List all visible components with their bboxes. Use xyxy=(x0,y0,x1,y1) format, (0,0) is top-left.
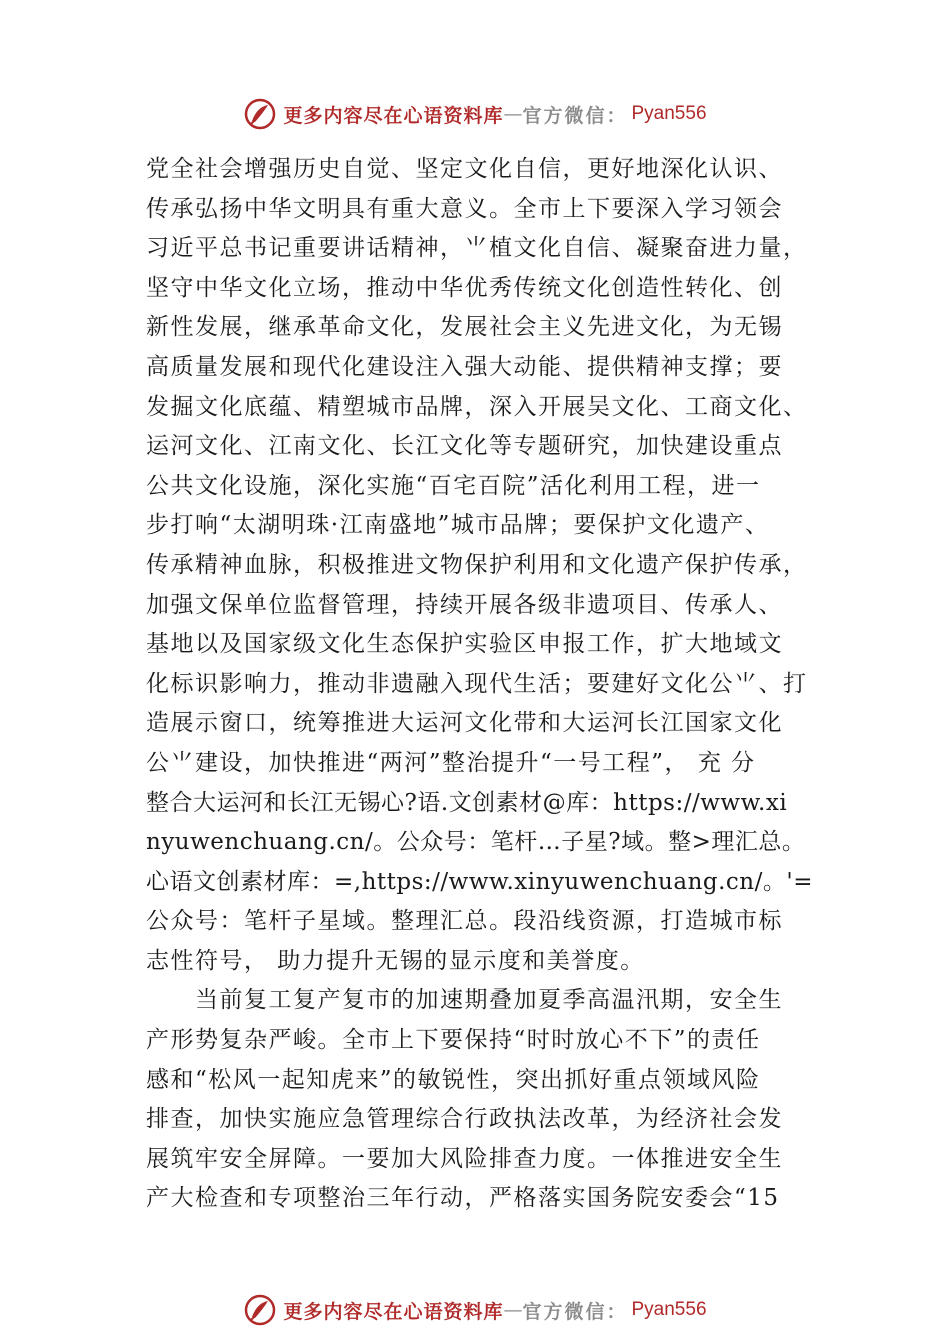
banner-main-text: 更多内容尽在心语资料库 xyxy=(283,104,504,127)
body-line: 当前复工复产复市的加速期叠加夏季高温汛期，安全生 xyxy=(146,987,783,1014)
body-line: 步打响“太湖明珠·江南盛地”城市品牌；要保护文化遗产、 xyxy=(146,512,770,539)
body-line: 传承弘扬中华文明具有重大意义。全市上下要深入学习领会 xyxy=(146,195,783,222)
body-line: 坚守中华文化立场，推动中华优秀传统文化创造性转化、创 xyxy=(146,274,783,301)
body-line: 党全社会增强历史自觉、坚定文化自信，更好地深化认识、 xyxy=(146,156,783,182)
body-line: 感和“松风一起知虎来”的敏锐性，突出抓好重点领域风险 xyxy=(146,1066,761,1093)
body-line: 公⺌建设，加快推进“两河”整治提升“一号工程”， 充 分 xyxy=(146,749,756,776)
banner-official-label: 官方微信： xyxy=(522,104,628,127)
body-line: 传承精神血脉，积极推进文物保护利用和文化遗产保护传承， xyxy=(146,551,808,578)
body-line: 公众号：笔杆子星域。整理汇总。段沿线资源，打造城市标 xyxy=(146,908,783,935)
body-line: 高质量发展和现代化建设注入强大动能、提供精神支撑；要 xyxy=(146,353,783,380)
body-line: 志性符号， 助力提升无锡的显示度和美誉度。 xyxy=(146,947,645,974)
body-line: 产形势复杂严峻。全市上下要保持“时时放心不下”的责任 xyxy=(146,1027,761,1054)
body-line: 运河文化、江南文化、长江文化等专题研究，加快建设重点 xyxy=(146,433,783,460)
banner-wechat-id: Pyan556 xyxy=(631,1299,707,1320)
header-banner xyxy=(0,94,950,134)
body-line: 发掘文化底蕴、精塑城市品牌，深入开展吴文化、工商文化、 xyxy=(146,393,808,420)
body-line: 整合大运河和长江无锡心?语.文创素材@库：https://www.xi xyxy=(146,789,788,816)
banner-separator: — xyxy=(503,103,523,125)
body-line: 公共文化设施，深化实施“百宅百院”活化利用工程，进一 xyxy=(146,472,761,499)
body-line: 习近平总书记重要讲话精神，⺌植文化自信、凝聚奋进力量， xyxy=(146,235,808,262)
document-body xyxy=(146,150,846,1219)
body-line: 基地以及国家级文化生态保护实验区申报工作，扩大地域文 xyxy=(146,631,783,658)
body-line: 新性发展，继承革命文化，发展社会主义先进文化，为无锡 xyxy=(146,314,783,341)
brush-logo-icon xyxy=(243,97,277,131)
banner-separator: — xyxy=(503,1299,523,1321)
body-line: 加强文保单位监督管理，持续开展各级非遗项目、传承人、 xyxy=(146,591,783,618)
banner-official-label: 官方微信： xyxy=(522,1300,628,1323)
body-line: 展筑牢安全屏障。一要加大风险排查力度。一体推进安全生 xyxy=(146,1145,783,1172)
body-line: nyuwenchuang.cn/。公众号：笔杆…子星?域。整>理汇总。 xyxy=(146,829,806,856)
body-line: 心语文创素材库：=,https://www.xinyuwenchuang.cn/。'= xyxy=(146,868,813,895)
body-line: 化标识影响力，推动非遗融入现代生活；要建好文化公⺌、打 xyxy=(146,670,808,697)
body-line: 造展示窗口，统筹推进大运河文化带和大运河长江国家文化 xyxy=(146,710,783,737)
brush-logo-icon xyxy=(243,1293,277,1327)
footer-banner xyxy=(0,1290,950,1330)
banner-main-text: 更多内容尽在心语资料库 xyxy=(283,1300,504,1323)
body-line: 排查，加快实施应急管理综合行政执法改革，为经济社会发 xyxy=(146,1106,783,1133)
banner-wechat-id: Pyan556 xyxy=(631,103,707,124)
body-line: 产大检查和专项整治三年行动，严格落实国务院安委会“15 xyxy=(146,1185,780,1212)
